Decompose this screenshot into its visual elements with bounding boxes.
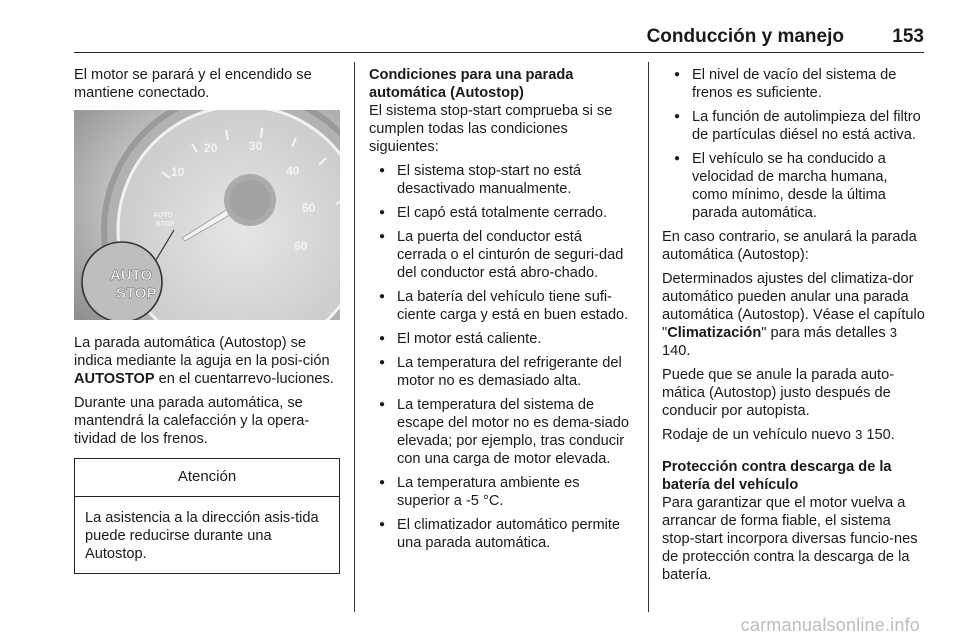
column-left: [74, 66, 340, 574]
climate-chapter-term: Climatización: [667, 325, 762, 341]
page-ref-arrow-icon: 3: [855, 427, 863, 442]
column-divider-2: [648, 62, 649, 612]
list-item: ● La temperatura del refrigerante del motor no es demasiado alta.: [369, 354, 635, 390]
highway-paragraph: Puede que se anule la parada auto-mática (Autostop) justo después de conducir por autopista.: [662, 367, 895, 419]
section-heading-battery: Protección contra descarga de la batería del vehículo: [662, 459, 892, 493]
conditions-list: [369, 162, 635, 552]
list-item: ● El nivel de vacío del sistema de frenos es suficiente.: [662, 66, 926, 102]
tick-label-30: 30: [249, 139, 263, 153]
cancel-paragraph: En caso contrario, se anulará la parada automática (Autostop):: [662, 229, 917, 263]
list-item: ● El motor está caliente.: [369, 330, 635, 348]
column-divider-1: [354, 62, 355, 612]
list-item: ● El capó está totalmente cerrado.: [369, 204, 635, 222]
tick-label-50: 50: [302, 201, 316, 215]
attention-body: La asistencia a la dirección asis-tida puede reducirse durante una Autostop.: [85, 510, 319, 562]
attention-title: Atención: [75, 459, 339, 497]
tachometer-illustration: [74, 110, 340, 320]
list-item: ● La función de autolimpieza del filtro de partículas diésel no está activa.: [662, 108, 926, 144]
climate-paragraph: Determinados ajustes del climatiza-dor automático pueden anular una parada automática (Autostop). Véase el capítulo "Climatización" para más detalles 3 140.: [662, 271, 925, 359]
list-item: ● La puerta del conductor está cerrada o el cinturón de seguri-dad del conductor está abro-chado.: [369, 228, 635, 282]
tick-label-10: 10: [171, 165, 185, 179]
break-in-paragraph: Rodaje de un vehículo nuevo 3 150.: [662, 427, 895, 443]
page-header: [74, 20, 924, 53]
page-title: Conducción y manejo: [646, 26, 844, 47]
page-number: 153: [892, 26, 924, 47]
conditions-list-continued: [662, 66, 926, 222]
autostop-term: AUTOSTOP: [74, 371, 155, 387]
list-item: ● La batería del vehículo tiene sufi-ciente carga y está en buen estado.: [369, 288, 635, 324]
gauge-autostop-mark-stop: STOP: [156, 221, 175, 228]
list-item: ● La temperatura ambiente es superior a -5 °C.: [369, 474, 635, 510]
list-item: ● El climatizador automático permite una parada automática.: [369, 516, 635, 552]
watermark: carmanualsonline.info: [740, 615, 920, 635]
attention-box: [74, 458, 340, 574]
tick-label-60: 60: [294, 239, 308, 253]
section-heading-conditions: Condiciones para una parada automática (Autostop): [369, 67, 574, 101]
page-ref-arrow-icon: 3: [889, 325, 897, 340]
intro-paragraph: El motor se parará y el encendido se mantiene conectado.: [74, 67, 312, 101]
tick-label-20: 20: [204, 141, 218, 155]
list-item: ● El vehículo se ha conducido a velocidad de marcha humana, como mínimo, desde la última parada automática.: [662, 150, 926, 222]
list-item: ● La temperatura del sistema de escape del motor no es dema-siado elevada; por ejemplo, tras conducir con una carga de motor elevada.: [369, 396, 635, 468]
battery-paragraph: Para garantizar que el motor vuelva a arrancar de forma fiable, el sistema stop-start incorpora diversas funcio-nes de protección contra la descarga de la batería.: [662, 495, 918, 583]
autostop-indication-paragraph: La parada automática (Autostop) se indica mediante la aguja en la posi-ción AUTOSTOP en el cuentarrevo-luciones.: [74, 335, 334, 387]
list-item: ● El sistema stop-start no está desactivado manualmente.: [369, 162, 635, 198]
callout-label-stop: STOP: [116, 285, 157, 302]
callout-label-auto: AUTO: [110, 267, 153, 284]
autostop-heating-paragraph: Durante una parada automática, se mantendrá la calefacción y la opera-tividad de los frenos.: [74, 395, 310, 447]
column-middle: [369, 66, 635, 558]
tick-label-40: 40: [286, 164, 300, 178]
column-right: [662, 66, 926, 590]
gauge-autostop-mark-auto: AUTO: [153, 212, 173, 219]
conditions-intro: El sistema stop-start comprueba si se cumplen todas las condiciones siguientes:: [369, 103, 613, 155]
